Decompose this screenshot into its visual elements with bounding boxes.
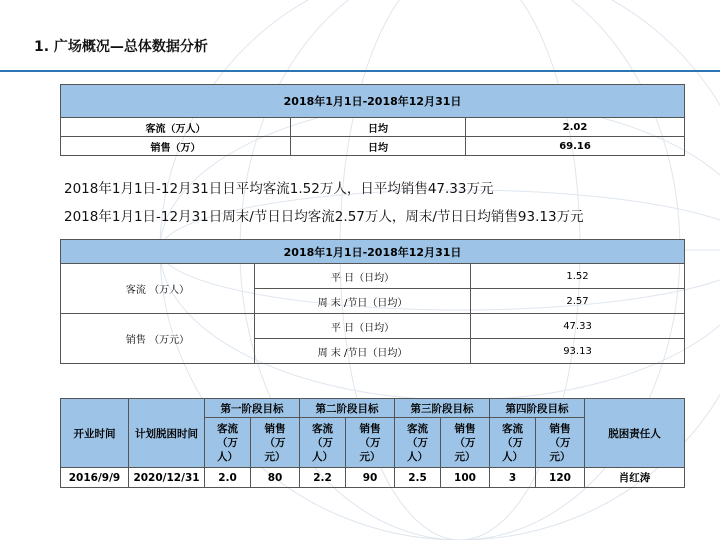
table-row <box>61 264 685 289</box>
table-row <box>61 314 685 339</box>
stage-1-header: 第一阶段目标 <box>205 399 300 418</box>
sub-sales-header: 销售 （万 元） <box>251 418 300 468</box>
sub-sales-header: 销售 （万 元） <box>346 418 395 468</box>
daily-average-table <box>60 84 685 156</box>
table2-header: 2018年1月1日-2018年12月31日 <box>61 240 685 264</box>
sub-sales-header: 销售 （万 元） <box>536 418 585 468</box>
col-owner: 脱困责任人 <box>585 399 685 468</box>
summary-line-1: 2018年1月1日-12月31日日平均客流1.52万人，日平均销售47.33万元 <box>64 181 494 197</box>
stage-1-sales: 80 <box>251 468 300 488</box>
open-date: 2016/9/9 <box>61 468 129 488</box>
stage-3-header: 第三阶段目标 <box>395 399 490 418</box>
row-type: 日均 <box>291 118 466 137</box>
row-value: 2.57 <box>471 289 685 314</box>
page-title: 1. 广场概况—总体数据分析 <box>34 39 208 55</box>
stage-3-traffic: 2.5 <box>395 468 441 488</box>
sub-traffic-header: 客流 （万 人） <box>395 418 441 468</box>
table-row <box>61 137 685 156</box>
table1-header: 2018年1月1日-2018年12月31日 <box>61 85 685 118</box>
plan-date: 2020/12/31 <box>129 468 205 488</box>
col-plan-date: 计划脱困时间 <box>129 399 205 468</box>
stage-4-header: 第四阶段目标 <box>490 399 585 418</box>
row-value: 1.52 <box>471 264 685 289</box>
stage-2-traffic: 2.2 <box>300 468 346 488</box>
sub-traffic-header: 客流 （万 人） <box>205 418 251 468</box>
row-label: 客流（万人） <box>61 118 291 137</box>
summary-line-2: 2018年1月1日-12月31日周末/节日日均客流2.57万人，周末/节日日均销售93.13万元 <box>64 209 584 225</box>
col-open-date: 开业时间 <box>61 399 129 468</box>
stage-2-sales: 90 <box>346 468 395 488</box>
row-type: 周 末 /节日（日均） <box>255 339 471 364</box>
row-value: 47.33 <box>471 314 685 339</box>
row-type: 平 日（日均） <box>255 314 471 339</box>
sub-traffic-header: 客流 （万 人） <box>490 418 536 468</box>
owner-name: 肖红涛 <box>585 468 685 488</box>
row-value: 2.02 <box>466 118 685 137</box>
stage-4-traffic: 3 <box>490 468 536 488</box>
stage-1-traffic: 2.0 <box>205 468 251 488</box>
group-label: 销售 （万元） <box>61 314 255 364</box>
row-type: 平 日（日均） <box>255 264 471 289</box>
stage-4-sales: 120 <box>536 468 585 488</box>
title-divider <box>0 70 720 72</box>
row-type: 日均 <box>291 137 466 156</box>
table-row <box>61 118 685 137</box>
table-row <box>61 468 685 488</box>
sub-sales-header: 销售 （万 元） <box>441 418 490 468</box>
stage-targets-table <box>60 398 685 488</box>
row-label: 销售（万） <box>61 137 291 156</box>
stage-3-sales: 100 <box>441 468 490 488</box>
stage-2-header: 第二阶段目标 <box>300 399 395 418</box>
row-type: 周 末 /节日（日均） <box>255 289 471 314</box>
group-label: 客流 （万人） <box>61 264 255 314</box>
weekday-weekend-table <box>60 239 685 364</box>
sub-traffic-header: 客流 （万 人） <box>300 418 346 468</box>
row-value: 69.16 <box>466 137 685 156</box>
row-value: 93.13 <box>471 339 685 364</box>
